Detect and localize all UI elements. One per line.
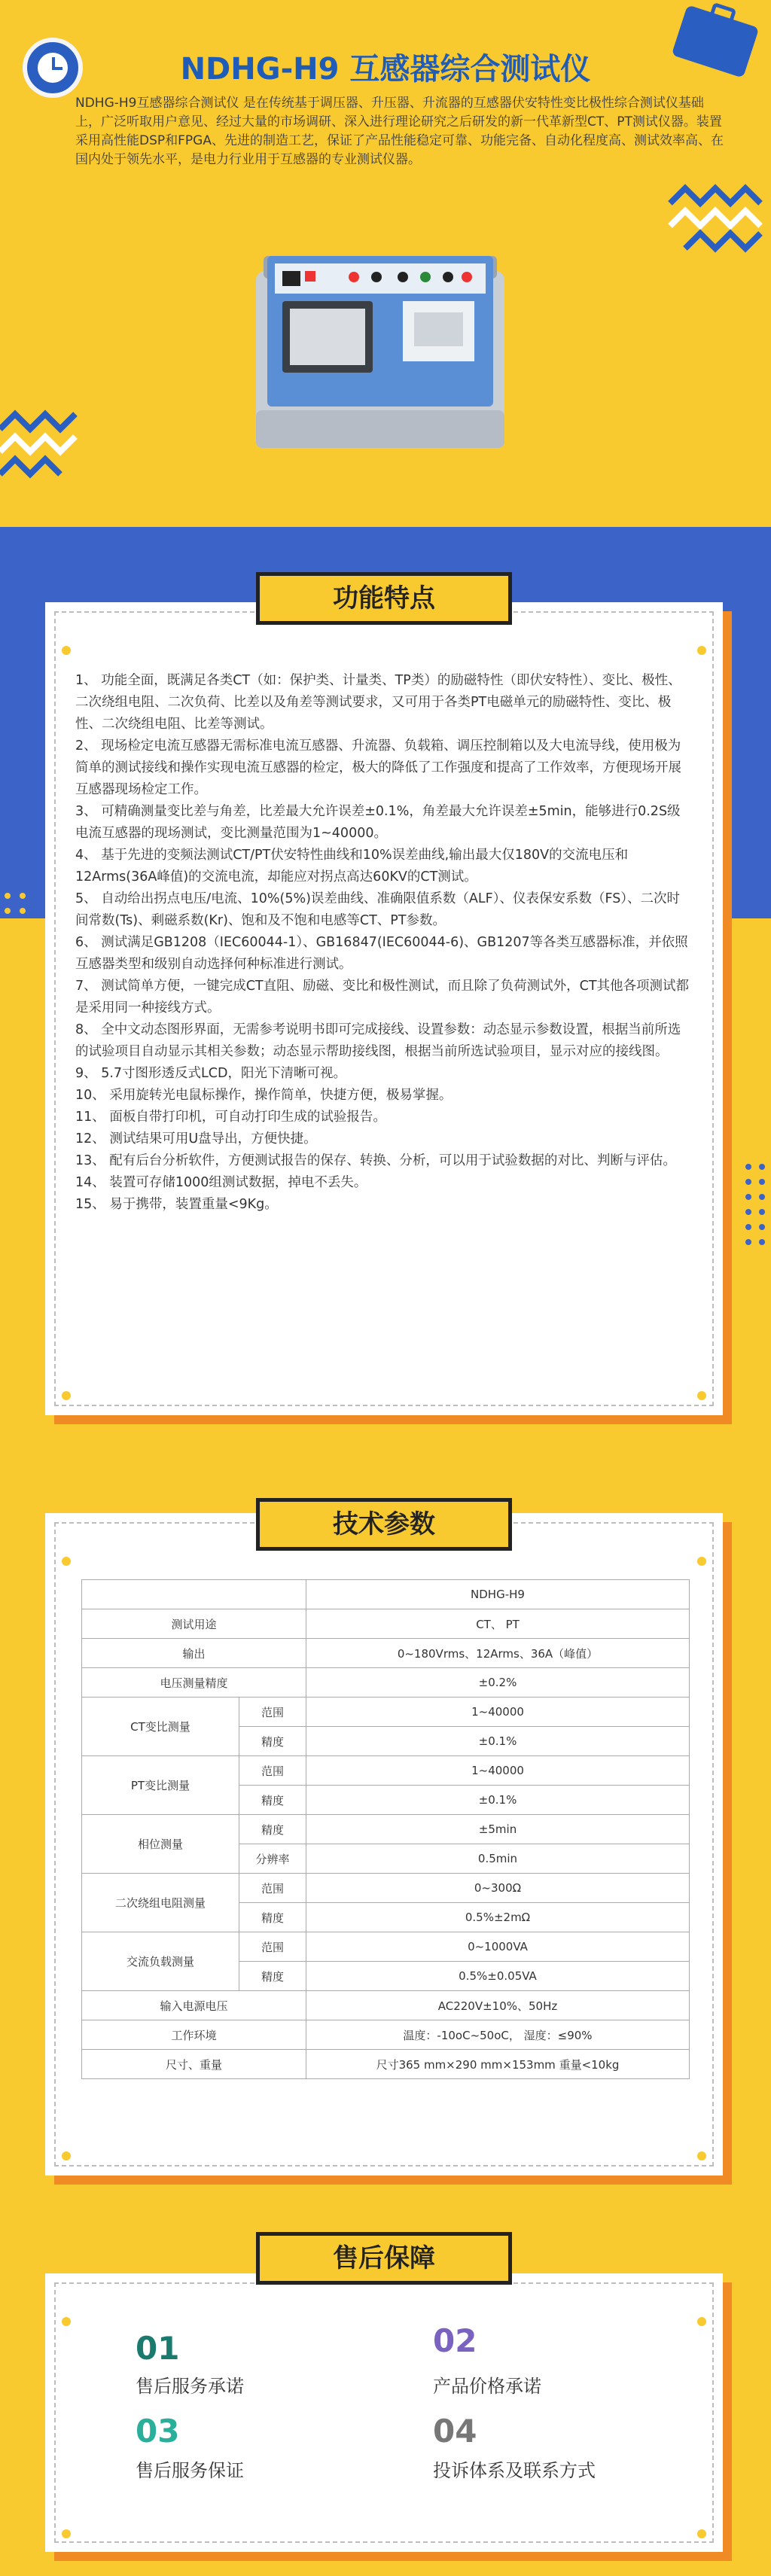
features-list (75, 670, 693, 1216)
spec-value: ±0.2% (306, 1668, 690, 1698)
card-dot (697, 1557, 706, 1566)
spec-value: 温度：-10oC~50oC， 湿度：≤90% (306, 2020, 690, 2050)
spec-value: 0~1000VA (306, 1932, 690, 1962)
spec-value: AC220V±10%、50Hz (306, 1991, 690, 2020)
spec-value: ±5min (306, 1815, 690, 1844)
card-dot (62, 646, 71, 655)
specs-heading: 技术参数 (256, 1498, 512, 1551)
feature-item: 13、 配有后台分析软件，方便测试报告的保存、转换、分析，可以用于试验数据的对比、判断与评估。 (75, 1153, 676, 1168)
table-row (82, 1609, 690, 1639)
spec-sublabel: 范围 (239, 1932, 306, 1962)
spec-value: ±0.1% (306, 1727, 690, 1756)
table-row (82, 1991, 690, 2020)
feature-item: 7、 测试简单方便，一键完成CT直阻、励磁、变比和极性测试，而且除了负荷测试外，CT其他各项测试都是采用同一种接线方式。 (75, 979, 690, 1015)
spec-label: 相位测量 (82, 1815, 239, 1874)
spec-label: 测试用途 (82, 1609, 306, 1639)
spec-sublabel: 精度 (239, 1786, 306, 1815)
table-row (82, 2020, 690, 2050)
spec-table (81, 1579, 690, 2079)
table-row (82, 1580, 690, 1609)
spec-value: 0.5%±0.05VA (306, 1962, 690, 1991)
feature-item: 4、 基于先进的变频法测试CT/PT伏安特性曲线和10%误差曲线,输出最大仅180V的交流电压和12Arms(36A峰值)的交流电流，却能应对拐点高达60KV的CT测试。 (75, 848, 629, 885)
model-header: NDHG-H9 (306, 1580, 690, 1609)
device-image (241, 241, 520, 467)
service-label: 售后服务保证 (136, 2460, 244, 2481)
table-row (82, 1932, 690, 1962)
service-number: 01 (136, 2330, 180, 2367)
card-dot (697, 2317, 706, 2326)
table-row (82, 2050, 690, 2079)
service-label: 产品价格承诺 (433, 2376, 541, 2397)
service-label: 投诉体系及联系方式 (433, 2460, 596, 2481)
zigzag-decoration-right (663, 181, 768, 301)
spec-label: 交流负载测量 (82, 1932, 239, 1991)
spec-sublabel: 范围 (239, 1874, 306, 1903)
spec-value: 0~300Ω (306, 1874, 690, 1903)
spec-label: 电压测量精度 (82, 1668, 306, 1698)
dot-pattern-left (0, 888, 45, 1009)
spec-value: 尺寸365 mm×290 mm×153mm 重量<10kg (306, 2050, 690, 2079)
card-dot (62, 2151, 71, 2160)
table-row (82, 1668, 690, 1698)
spec-label: PT变比测量 (82, 1756, 239, 1815)
spec-sublabel: 精度 (239, 1815, 306, 1844)
feature-item: 2、 现场检定电流互感器无需标准电流互感器、升流器、负载箱、调压控制箱以及大电流导线，使用极为简单的测试接线和操作实现电流互感器的检定，极大的降低了工作强度和提高了工作效率，方便现场开展互感器现场检定工作。 (75, 738, 681, 797)
table-row (82, 1639, 690, 1668)
spec-sublabel: 范围 (239, 1756, 306, 1786)
service-number: 03 (136, 2413, 180, 2450)
service-number: 04 (433, 2413, 477, 2450)
spec-sublabel: 精度 (239, 1727, 306, 1756)
product-description: NDHG-H9互感器综合测试仪 是在传统基于调压器、升压器、升流器的互感器伏安特性变比极性综合测试仪基础上，广泛听取用户意见、经过大量的市场调研、深入进行理论研究之后研发的新一代革新型CT、PT测试仪器。装置采用高性能DSP和FPGA、先进的制造工艺，保证了产品性能稳定可靠、功能完备、自动化程度高、测试效率高、在国内处于领先水平，是电力行业用于互感器的专业测试仪器。 (75, 96, 724, 167)
feature-item: 3、 可精确测量变比差与角差，比差最大允许误差±0.1%，角差最大允许误差±5min，能够进行0.2S级电流互感器的现场测试，变比测量范围为1~40000。 (75, 804, 681, 841)
spec-sublabel: 精度 (239, 1962, 306, 1991)
spec-sublabel: 范围 (239, 1698, 306, 1727)
table-row (82, 1815, 690, 1844)
table-row (82, 1874, 690, 1903)
spec-value: 0.5%±2mΩ (306, 1903, 690, 1932)
feature-item: 1、 功能全面，既满足各类CT（如：保护类、计量类、TP类）的励磁特性（即伏安特性）、变比、极性、二次绕组电阻、二次负荷、比差以及角差等测试要求，又可用于各类PT电磁单元的励磁特性、变比、极性、二次绕组电阻、比差等测试。 (75, 673, 681, 732)
spec-value: 0.5min (306, 1844, 690, 1874)
feature-item: 12、 测试结果可用U盘导出，方便快捷。 (75, 1131, 317, 1146)
spec-value: ±0.1% (306, 1786, 690, 1815)
spec-label: 输出 (82, 1639, 306, 1668)
spec-value: 1~40000 (306, 1698, 690, 1727)
feature-item: 8、 全中文动态图形界面，无需参考说明书即可完成接线、设置参数：动态显示参数设置，根据当前所选的试验项目自动显示其相关参数；动态显示帮助接线图，根据当前所选试验项目，显示对应的接线图。 (75, 1022, 681, 1059)
feature-item: 15、 易于携带，装置重量<9Kg。 (75, 1197, 278, 1212)
spec-sublabel: 分辨率 (239, 1844, 306, 1874)
card-dot (697, 2151, 706, 2160)
feature-item: 11、 面板自带打印机，可自动打印生成的试验报告。 (75, 1110, 386, 1125)
card-dot (62, 2529, 71, 2538)
service-heading: 售后保障 (256, 2232, 512, 2285)
page-title: NDHG-H9 互感器综合测试仪 (180, 52, 591, 87)
service-number: 02 (433, 2322, 477, 2359)
card-dot (697, 646, 706, 655)
card-dot (62, 2317, 71, 2326)
feature-item: 9、 5.7寸图形透反式LCD，阳光下清晰可视。 (75, 1066, 346, 1081)
card-dot (697, 2529, 706, 2538)
card-dot (62, 1391, 71, 1400)
spec-value: CT、 PT (306, 1609, 690, 1639)
card-dot (62, 1557, 71, 1566)
service-label: 售后服务承诺 (136, 2376, 244, 2397)
spec-label: 输入电源电压 (82, 1991, 306, 2020)
features-heading: 功能特点 (256, 572, 512, 625)
spec-label: 工作环境 (82, 2020, 306, 2050)
dot-pattern-right (741, 1159, 771, 1310)
spec-label: 二次绕组电阻测量 (82, 1874, 239, 1932)
table-row (82, 1756, 690, 1786)
table-row (82, 1698, 690, 1727)
card-dot (697, 1391, 706, 1400)
zigzag-decoration-left (0, 406, 90, 519)
spec-sublabel: 精度 (239, 1903, 306, 1932)
spec-value: 1~40000 (306, 1756, 690, 1786)
feature-item: 6、 测试满足GB1208（IEC60044-1）、GB16847(IEC60044-6)、GB1207等各类互感器标准，并依照互感器类型和级别自动选择何种标准进行测试。 (75, 935, 688, 972)
hero-section (0, 0, 771, 527)
feature-item: 5、 自动给出拐点电压/电流、10%(5%)误差曲线、准确限值系数（ALF）、仪表保安系数（FS）、二次时间常数(Ts)、剩磁系数(Kr)、饱和及不饱和电感等CT、PT参数。 (75, 891, 681, 928)
feature-item: 10、 采用旋转光电鼠标操作，操作简单，快捷方便，极易掌握。 (75, 1088, 453, 1103)
spec-label: 尺寸、重量 (82, 2050, 306, 2079)
spec-value: 0~180Vrms、12Arms、36A（峰值） (306, 1639, 690, 1668)
spec-label: CT变比测量 (82, 1698, 239, 1756)
feature-item: 14、 装置可存储1000组测试数据，掉电不丢失。 (75, 1175, 367, 1190)
